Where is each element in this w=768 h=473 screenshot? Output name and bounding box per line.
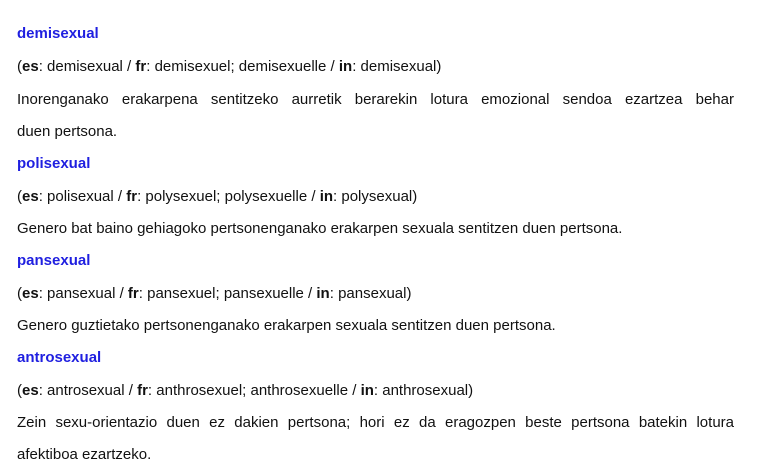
lang-label-in: in: [360, 382, 374, 399]
definition-demisexual-line1: Inorenganako erakarpena sentitzeko aurretik berarekin lotura emozional sendoa ezartzea behar: [17, 91, 734, 108]
translation-in: : anthrosexual): [373, 382, 474, 399]
translation-fr: : pansexuel; pansexuelle /: [138, 285, 317, 302]
term-heading-pansexual: pansexual: [17, 252, 91, 269]
lang-label-fr: fr: [135, 58, 147, 75]
translation-fr: : demisexuel; demisexuelle /: [146, 58, 339, 75]
translation-es: : pansexual /: [38, 285, 128, 302]
lang-label-in: in: [338, 58, 353, 75]
translation-in: : pansexual): [329, 285, 412, 302]
lang-label-fr: fr: [137, 382, 148, 399]
lang-label-in: in: [316, 285, 330, 302]
lang-label-es: es: [22, 188, 39, 205]
translation-in: : polysexual): [333, 188, 418, 205]
lang-label-in: in: [319, 188, 334, 205]
translations-demisexual: (es: demisexual / fr: demisexuel; demisexuelle / in: demisexual): [17, 58, 442, 75]
translation-fr: : polysexuel; polysexuelle /: [137, 188, 320, 205]
term-heading-antrosexual: antrosexual: [17, 349, 102, 366]
translations-antrosexual: (es: antrosexual / fr: anthrosexuel; anthrosexuelle / in: anthrosexual): [17, 382, 474, 399]
translation-fr: : anthrosexuel; anthrosexuelle /: [147, 382, 361, 399]
definition-demisexual-line2: duen pertsona.: [17, 123, 118, 140]
lang-label-es: es: [22, 285, 39, 302]
definition-polisexual: Genero bat baino gehiagoko pertsonenganako erakarpen sexuala sentitzen duen pertsona.: [17, 220, 623, 237]
lang-label-es: es: [22, 58, 39, 75]
term-heading-demisexual: demisexual: [17, 25, 99, 42]
definition-antrosexual-line1: Zein sexu-orientazio duen ez dakien pertsona; hori ez da eragozpen beste pertsona batekin lotura: [17, 414, 734, 431]
translations-polisexual: (es: polisexual / fr: polysexuel; polysexuelle / in: polysexual): [17, 188, 418, 205]
translation-es: : polisexual /: [38, 188, 127, 205]
term-heading-polisexual: polisexual: [17, 155, 91, 172]
translation-es: : demisexual /: [38, 58, 136, 75]
translation-es: : antrosexual /: [38, 382, 138, 399]
definition-pansexual: Genero guztietako pertsonenganako erakarpen sexuala sentitzen duen pertsona.: [17, 317, 556, 334]
definition-antrosexual-line2: afektiboa ezartzeko.: [17, 446, 152, 463]
lang-label-fr: fr: [126, 188, 138, 205]
lang-label-es: es: [22, 382, 39, 399]
translations-pansexual: (es: pansexual / fr: pansexuel; pansexuelle / in: pansexual): [17, 285, 412, 302]
translation-in: : demisexual): [352, 58, 442, 75]
lang-label-fr: fr: [127, 285, 139, 302]
